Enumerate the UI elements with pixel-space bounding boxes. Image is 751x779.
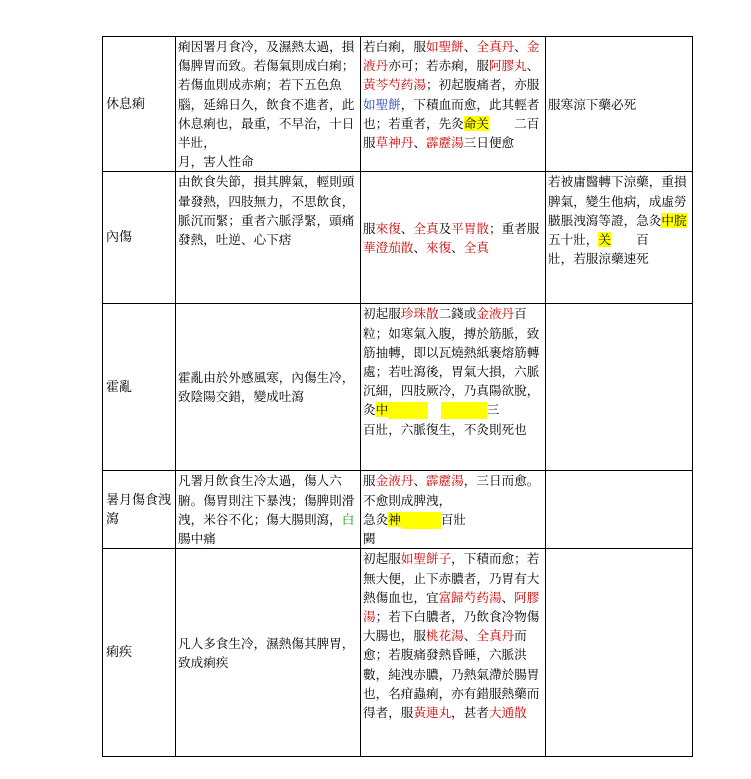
treatment-text [363, 551, 539, 720]
text-segment: 服 [363, 473, 376, 489]
herb-name: 金液丹 [375, 473, 414, 489]
treatment-tail [363, 135, 514, 150]
treatment-cell [361, 549, 546, 757]
treatment-tail: 百壯，六脈復生，不灸則死也 [363, 421, 527, 437]
text-segment: 、 [526, 58, 540, 74]
herb-name: 來復 [425, 239, 452, 255]
herb-name: 平胃散 [451, 220, 489, 236]
moxa-label: 灸 [363, 402, 376, 418]
note-cell [546, 172, 693, 304]
herb-name: 黃連丸 [413, 705, 452, 721]
highlight-box [401, 512, 441, 529]
treatment-text [363, 473, 539, 507]
text-segment: ，甚者 [451, 705, 489, 721]
treatment-text [363, 221, 539, 255]
text-segment: 若白痢，服 [363, 39, 426, 54]
herb-name: 阿膠丸 [488, 58, 527, 74]
treatment-cell [361, 471, 546, 549]
treatment-tail: 闕 [363, 531, 376, 547]
text-segment: 、 [413, 473, 426, 489]
acupoint-highlight: 神 [388, 511, 401, 527]
cause-cell [176, 471, 361, 549]
cause-cell: 霍亂由於外感風寒，內傷生冷，致陰陽交錯，變成吐瀉 [176, 304, 361, 471]
disease-name: 霍亂 [103, 304, 176, 471]
acupoint-highlight: 关 [598, 232, 611, 248]
herb-name: 如聖餅 [425, 39, 464, 54]
note-cell [546, 471, 693, 549]
disease-name: 暑月傷食洩瀉 [103, 471, 176, 549]
note-text [548, 174, 687, 247]
note-cell: 服寒涼下藥必死 [546, 37, 693, 172]
herb-name: 金液丹 [363, 39, 540, 74]
text-segment: 、 [400, 220, 414, 236]
text-segment: 初起服 [363, 306, 401, 322]
text-segment: 、 [514, 39, 527, 54]
herb-name: 全真丹 [476, 628, 515, 644]
herb-name: 大通散 [488, 705, 527, 721]
cause-cell: 凡人多食生冷，濕熱傷其脾胃，致成痢疾 [176, 549, 361, 757]
treatment-cell [361, 172, 546, 304]
herb-name: 霹靂湯 [425, 473, 464, 489]
text-segment: 服 [363, 220, 376, 236]
treatment-cell [361, 304, 546, 471]
text-segment: 、 [413, 239, 426, 255]
herb-name: 桃花湯 [425, 628, 464, 644]
table-row [103, 304, 693, 471]
text-segment: ，下積而愈；若無大便，止下赤膿者，乃胃有大熱傷血也，宜 [363, 551, 540, 605]
text-segment: 五十壯， [548, 232, 599, 248]
text-segment: 三日便愈 [463, 135, 515, 151]
herb-name: 阿膠湯 [363, 589, 540, 625]
text-segment: ；重者服 [488, 220, 540, 236]
note-cell [546, 549, 693, 757]
text-segment: 百 [610, 232, 649, 248]
herb-name: 金液丹 [476, 306, 515, 322]
table-row [103, 471, 693, 549]
text-segment: 及 [438, 220, 452, 236]
text-segment: 二錢或 [438, 306, 477, 322]
text-segment: 、 [451, 239, 464, 255]
table-row [103, 172, 693, 304]
herb-name: 白 [341, 511, 355, 527]
herb-name: 草神丹 [375, 135, 414, 151]
text-segment: 百粒；如寒氣入腹，搏於筋脈，致筋抽轉，即以瓦燒熱紙裹熔筋轉處；若吐瀉後，胃氣大損，六脈沉細，四肢厥冷，乃真陽欲脫， [363, 306, 540, 399]
cause-tail: 月，害人性命 [178, 154, 254, 170]
text-segment: ，三日而愈。不愈則成脾洩， [363, 473, 540, 508]
disease-name: 痢疾 [103, 549, 176, 757]
moxa-label: 急灸 [363, 511, 389, 527]
note-tail: 壯，若服涼藥速死 [548, 251, 649, 267]
acupoint-highlight: 中脘 [661, 212, 687, 228]
text-segment: 二百 [488, 115, 540, 131]
herb-name: 如聖餅子 [400, 551, 452, 567]
herb-name: 珍珠散 [400, 306, 439, 322]
text-segment: 腸中痛 [178, 531, 216, 547]
text-segment: 服 [363, 135, 376, 151]
text-segment: 若被庸醫轉下涼藥，重損脾氣，變生他病，成虛勞臌脹洩瀉等證，急灸 [548, 174, 687, 228]
herb-name: 富歸芍药湯 [438, 589, 502, 605]
herb-name: 來復 [375, 220, 401, 236]
moxa-count: 百壯 [440, 511, 466, 527]
cause-text: 痢因署月食冷，及濕熱太過，損傷脾胃而致。若傷氣則成白痢；若傷血則成赤痢；若下五色魚腦，延綿日久，飲食不進者，此休息痢也，最重，不早治，十日半壯， [178, 39, 355, 151]
text-segment: ；初起腹痛者，亦服 [425, 77, 540, 93]
text-segment: 凡署月飲食生冷太過，傷人六腑。傷胃則注下暴洩；傷脾則滑洩，米谷不化；傷大腸則瀉， [178, 473, 355, 527]
herb-name: 華澄茄散 [363, 239, 414, 255]
text-segment: ；若下白膿者，乃飲食冷物傷大腸也，服 [363, 609, 540, 644]
text-segment: 、 [463, 39, 477, 54]
highlight-box [441, 402, 487, 419]
treatment-table [102, 36, 693, 757]
acupoint-highlight: 命关 [463, 115, 489, 131]
text-segment: 亦可；若赤痢，服 [388, 58, 489, 74]
cause-cell: 由飲食失節，損其脾氣，輕則頭暈發熱，四肢無力，不思飲食，脈沉而緊；重者六脈浮緊，頭痛發熱，吐逆、心下痞 [176, 172, 361, 304]
text-segment: 、 [463, 628, 477, 644]
herb-name: 全真丹 [476, 39, 515, 54]
treatment-cell [361, 37, 546, 172]
text-segment: 而愈；若腹痛發熱昏睡，六脈洪數，純洩赤膿，乃熱氣滯於腸胃也，名疳蟲痢，亦有錯服熱藥而得者，服 [363, 628, 540, 721]
herb-name: 霹靂湯 [425, 135, 464, 151]
text-segment: 、 [413, 135, 426, 151]
moxa-count: 三 [486, 402, 500, 418]
note-cell [546, 304, 693, 471]
acupoint-highlight: 中 [375, 402, 389, 418]
treatment-text [363, 306, 539, 398]
herb-name: 如聖餅 [363, 96, 401, 112]
text-segment: ，下積血而愈，此其輕者也；若重者，先灸 [363, 96, 540, 131]
table-row [103, 549, 693, 757]
disease-name: 內傷 [103, 172, 176, 304]
herb-name: 黃芩芍药湯 [363, 77, 426, 93]
disease-name: 休息痢 [103, 37, 176, 172]
treatment-text [363, 39, 539, 131]
herb-name: 全真 [463, 239, 489, 255]
herb-name: 全真 [413, 220, 439, 236]
text-segment: 初起服 [363, 551, 401, 567]
highlight-box [388, 402, 428, 419]
text-segment: 、 [501, 589, 515, 605]
cause-text [178, 473, 354, 546]
table-row [103, 37, 693, 172]
cause-cell [176, 37, 361, 172]
